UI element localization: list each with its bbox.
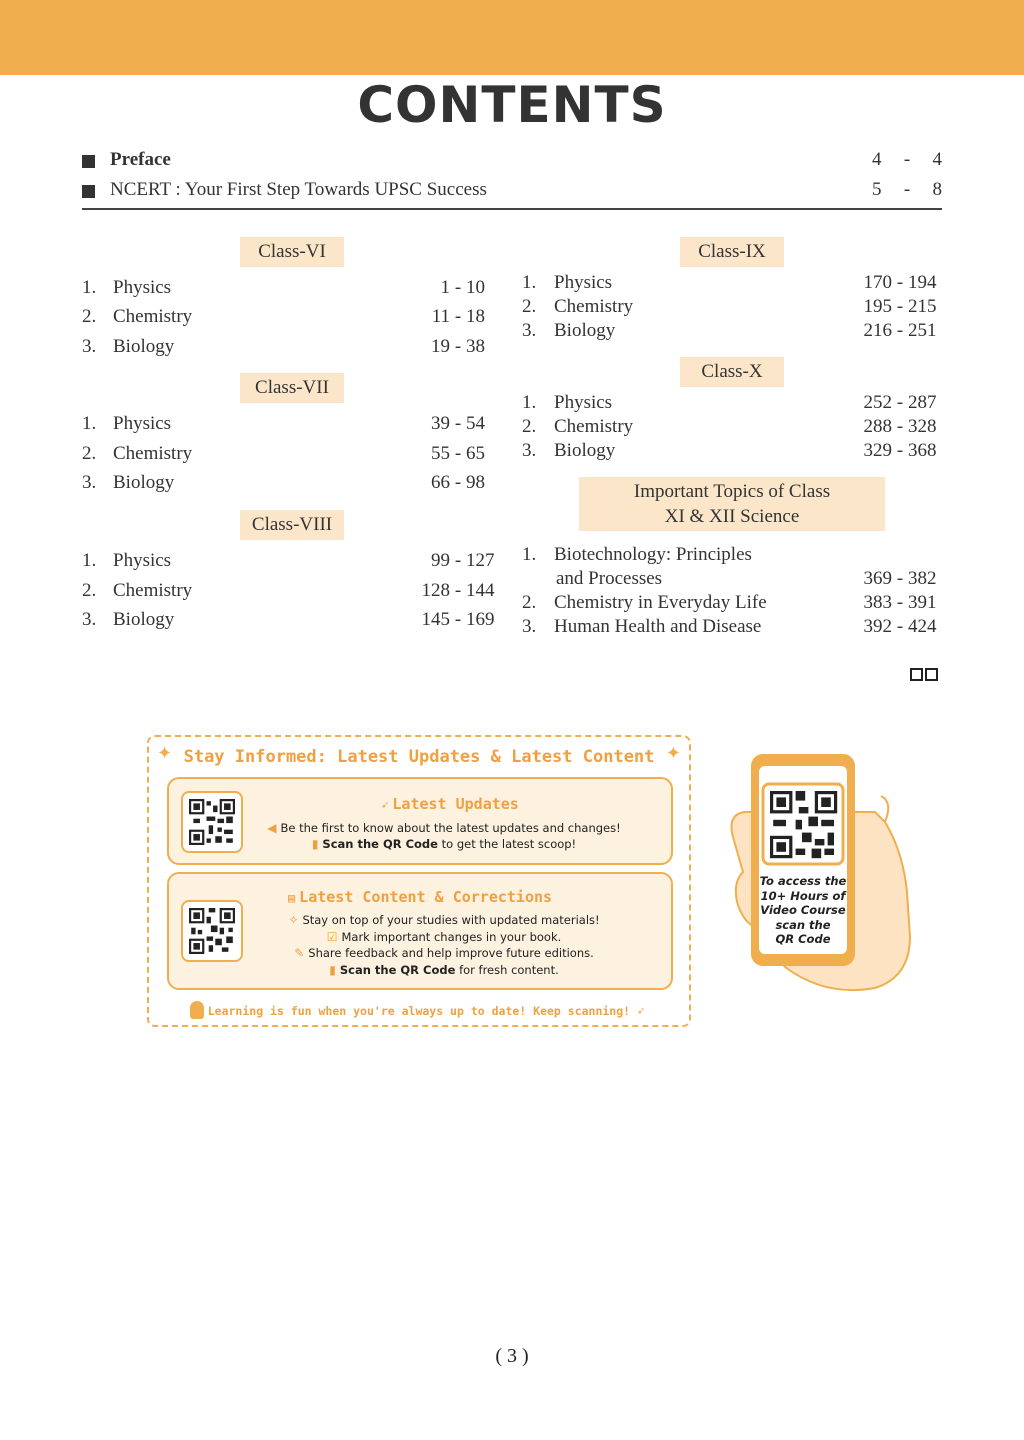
- page-sep: -: [454, 443, 462, 464]
- entry-title: Physics: [554, 272, 613, 293]
- page-title: CONTENTS: [357, 76, 667, 134]
- class-ix-heading: Class-IX: [680, 237, 784, 267]
- toc-entry[interactable]: [522, 392, 940, 418]
- entry-title: Physics: [113, 277, 172, 298]
- page-end: 18: [465, 306, 485, 327]
- entry-title: Biology: [113, 336, 175, 357]
- page-start: 392: [863, 616, 892, 637]
- toc-entry[interactable]: [522, 272, 940, 298]
- rocket-icon: ➶: [381, 798, 389, 812]
- entry-number: 1.: [522, 272, 537, 293]
- page-range: [418, 550, 498, 572]
- latest-content-panel[interactable]: [167, 872, 673, 990]
- content-line: [229, 913, 659, 927]
- page-sep: -: [896, 272, 904, 293]
- page-end: 328: [907, 416, 937, 437]
- megaphone-icon: ◀: [267, 821, 277, 835]
- toc-entry[interactable]: [82, 472, 498, 498]
- entry-number: 2.: [522, 296, 537, 317]
- entry-number: 3.: [522, 440, 537, 461]
- prelim-label: NCERT : Your First Step Towards UPSC Success: [110, 179, 487, 200]
- toc-entry[interactable]: [522, 320, 940, 346]
- entry-title: Chemistry: [113, 306, 193, 327]
- page-sep: -: [896, 320, 904, 341]
- page-end: 65: [465, 443, 485, 464]
- page-end: 287: [907, 392, 937, 413]
- books-icon: ▤: [287, 891, 296, 905]
- entry-title: Biology: [113, 472, 175, 493]
- class-vi-heading: Class-VI: [240, 237, 344, 267]
- page-end: 368: [907, 440, 937, 461]
- page-sep: -: [454, 413, 462, 434]
- heading-line: Important Topics of Class: [633, 481, 831, 502]
- entry-title: Human Health and Disease: [554, 616, 762, 637]
- caption-line: 10+ Hours of: [760, 888, 846, 903]
- entry-title: Biology: [554, 440, 616, 461]
- page-range: [860, 568, 940, 590]
- class-vii-heading: Class-VII: [240, 373, 344, 403]
- toc-entry[interactable]: [82, 550, 498, 576]
- prelim-row-ncert[interactable]: [82, 179, 942, 205]
- page-range: [418, 443, 498, 465]
- page-end: 10: [465, 277, 485, 298]
- page-start: 4: [872, 149, 882, 170]
- toc-entry[interactable]: [522, 592, 940, 618]
- class-x-heading: Class-X: [680, 357, 784, 387]
- stay-informed-box: [147, 735, 691, 1027]
- page-sep: -: [896, 568, 904, 589]
- phone-caption: [759, 874, 847, 947]
- entry-title-continued: and Processes: [556, 568, 663, 589]
- page-sep: -: [896, 592, 904, 613]
- xi-xii-heading: [579, 477, 885, 531]
- page-sep: -: [454, 277, 462, 298]
- toc-entry[interactable]: [522, 296, 940, 322]
- page-start: 329: [863, 440, 892, 461]
- page-start: 128: [421, 580, 450, 601]
- square-bullet-icon: [82, 155, 95, 168]
- hollow-square-icon: [910, 668, 923, 681]
- latest-updates-title: [169, 795, 671, 813]
- page-end: 169: [465, 609, 495, 630]
- page-end: 144: [465, 580, 495, 601]
- line-text: for fresh content.: [459, 963, 559, 977]
- end-of-contents-mark: [910, 668, 938, 681]
- page-start: 5: [872, 179, 882, 200]
- sparkles-icon: ✧: [288, 913, 299, 927]
- hollow-square-icon: [925, 668, 938, 681]
- panel-title-text: Latest Updates: [392, 795, 519, 813]
- page-end: 8: [932, 179, 942, 200]
- page-range: [418, 277, 498, 299]
- updates-scan-line: [229, 837, 659, 851]
- page-start: 66: [431, 472, 450, 493]
- heading-line: XI & XII Science: [664, 506, 800, 527]
- page-range: [418, 609, 498, 631]
- footer-tagline: [149, 1001, 689, 1019]
- page-start: 195: [863, 296, 892, 317]
- party-popper-icon: ✦: [157, 743, 173, 763]
- page-end: 251: [907, 320, 937, 341]
- stay-informed-title: Stay Informed: Latest Updates & Latest Content: [183, 747, 655, 767]
- latest-content-title: [169, 888, 671, 906]
- page-range: [860, 296, 940, 318]
- page-range: [418, 336, 498, 358]
- caption-line: QR Code: [775, 932, 831, 946]
- prelim-label: Preface: [110, 149, 171, 170]
- entry-number: 3.: [522, 320, 537, 341]
- page-end: 215: [907, 296, 937, 317]
- prelim-row-preface[interactable]: [82, 149, 942, 175]
- page-end: 98: [465, 472, 485, 493]
- toc-entry[interactable]: [82, 413, 498, 439]
- page-range: [872, 149, 942, 171]
- page-sep: -: [896, 296, 904, 317]
- toc-entry[interactable]: [522, 616, 940, 642]
- latest-updates-panel[interactable]: [167, 777, 673, 865]
- caption-line: To access the: [759, 874, 847, 888]
- panel-title-text: Latest Content & Corrections: [299, 888, 553, 906]
- entry-number: 2.: [82, 580, 97, 601]
- page-start: 55: [431, 443, 450, 464]
- page-end: 4: [932, 149, 942, 170]
- page-start: 145: [421, 609, 450, 630]
- entry-number: 2.: [82, 443, 97, 464]
- toc-entry[interactable]: [82, 609, 498, 635]
- tagline-text: Learning is fun when you're always up to date! Keep scanning!: [207, 1004, 631, 1018]
- phone-icon: ▮: [311, 837, 319, 851]
- toc-entry[interactable]: [82, 306, 498, 332]
- page-range: [418, 306, 498, 328]
- toc-entry[interactable]: [82, 277, 498, 303]
- page-sep: -: [454, 306, 462, 327]
- video-course-phone[interactable]: [725, 752, 925, 997]
- entry-title: Chemistry in Everyday Life: [554, 592, 767, 613]
- entry-title: Biology: [554, 320, 616, 341]
- page-start: 216: [863, 320, 892, 341]
- toc-entry[interactable]: [82, 580, 498, 606]
- page-start: 11: [431, 306, 450, 327]
- rocket-icon: ➶: [637, 1004, 645, 1018]
- page-start: 288: [863, 416, 892, 437]
- entry-number: 3.: [522, 616, 537, 637]
- page-range: [872, 179, 942, 201]
- entry-title: Chemistry: [113, 443, 193, 464]
- page-end: 38: [465, 336, 485, 357]
- entry-number: 1.: [82, 413, 97, 434]
- entry-number: 2.: [82, 306, 97, 327]
- entry-title: Chemistry: [554, 296, 634, 317]
- page-range: [418, 472, 498, 494]
- divider: [82, 208, 942, 210]
- page-start: 170: [863, 272, 892, 293]
- entry-title: Biotechnology: Principles: [554, 544, 752, 565]
- page-start: 1: [440, 277, 450, 298]
- class-viii-heading: Class-VIII: [240, 510, 344, 540]
- page-end: 424: [907, 616, 937, 637]
- line-text: Share feedback and help improve future editions.: [308, 946, 594, 960]
- toc-entry[interactable]: [82, 443, 498, 469]
- entry-number: 1.: [522, 544, 537, 565]
- party-popper-icon: ✦: [665, 743, 681, 763]
- page-end: 194: [907, 272, 937, 293]
- entry-number: 3.: [82, 472, 97, 493]
- page-range: [860, 320, 940, 342]
- line-text: Stay on top of your studies with updated materials!: [302, 913, 600, 927]
- page-sep: -: [896, 616, 904, 637]
- entry-number: 3.: [82, 336, 97, 357]
- entry-title: Chemistry: [554, 416, 634, 437]
- entry-title: Biology: [113, 609, 175, 630]
- page-start: 383: [863, 592, 892, 613]
- page-sep: -: [454, 472, 462, 493]
- page-end: 54: [465, 413, 485, 434]
- page-number: ( 3 ): [495, 1345, 529, 1367]
- page-start: 99: [431, 550, 450, 571]
- page-start: 252: [863, 392, 892, 413]
- content-scan-line: [229, 963, 659, 977]
- page-end: 391: [907, 592, 937, 613]
- scan-emphasis: Scan the QR Code: [339, 963, 456, 977]
- toc-entry[interactable]: [82, 336, 498, 362]
- page-sep: -: [903, 149, 911, 170]
- line-text: Mark important changes in your book.: [341, 930, 562, 944]
- entry-number: 3.: [82, 609, 97, 630]
- caption-line: Video Course: [760, 903, 846, 917]
- page-range: [860, 392, 940, 414]
- toc-entry[interactable]: [522, 416, 940, 442]
- toc-entry[interactable]: [522, 544, 940, 594]
- entry-number: 1.: [82, 550, 97, 571]
- square-bullet-icon: [82, 185, 95, 198]
- page-sep: -: [454, 336, 462, 357]
- page-range: [860, 416, 940, 438]
- top-orange-band: [0, 0, 1024, 75]
- light-bulb-icon: [190, 1001, 204, 1019]
- check-box-icon: ☑: [326, 930, 338, 944]
- memo-icon: ✎: [294, 946, 305, 960]
- scan-emphasis: Scan the QR Code: [322, 837, 438, 851]
- page-range: [860, 592, 940, 614]
- page-range: [860, 440, 940, 462]
- page-sep: -: [896, 416, 904, 437]
- phone-icon: ▮: [329, 963, 336, 977]
- entry-number: 2.: [522, 592, 537, 613]
- entry-number: 1.: [522, 392, 537, 413]
- page-start: 39: [431, 413, 450, 434]
- entry-title: Physics: [554, 392, 613, 413]
- caption-line: scan the: [775, 917, 831, 932]
- page-end: 382: [907, 568, 937, 589]
- page-end: 127: [465, 550, 495, 571]
- entry-title: Physics: [113, 413, 172, 434]
- page-start: 19: [431, 336, 450, 357]
- entry-title: Physics: [113, 550, 172, 571]
- line-text: Be the first to know about the latest updates and changes!: [280, 821, 621, 835]
- toc-entry[interactable]: [522, 440, 940, 466]
- page-sep: -: [896, 440, 904, 461]
- page-range: [860, 616, 940, 638]
- page-sep: -: [454, 550, 462, 571]
- page-sep: -: [454, 609, 462, 630]
- page-range: [860, 272, 940, 294]
- content-line: [229, 930, 659, 944]
- page-sep: -: [896, 392, 904, 413]
- line-text: to get the latest scoop!: [441, 837, 577, 851]
- entry-number: 1.: [82, 277, 97, 298]
- entry-title: Chemistry: [113, 580, 193, 601]
- page-start: 369: [863, 568, 892, 589]
- page-sep: -: [454, 580, 462, 601]
- page-range: [418, 580, 498, 602]
- page-sep: -: [903, 179, 911, 200]
- updates-line: [229, 821, 659, 835]
- page-range: [418, 413, 498, 435]
- entry-number: 2.: [522, 416, 537, 437]
- content-line: [229, 946, 659, 960]
